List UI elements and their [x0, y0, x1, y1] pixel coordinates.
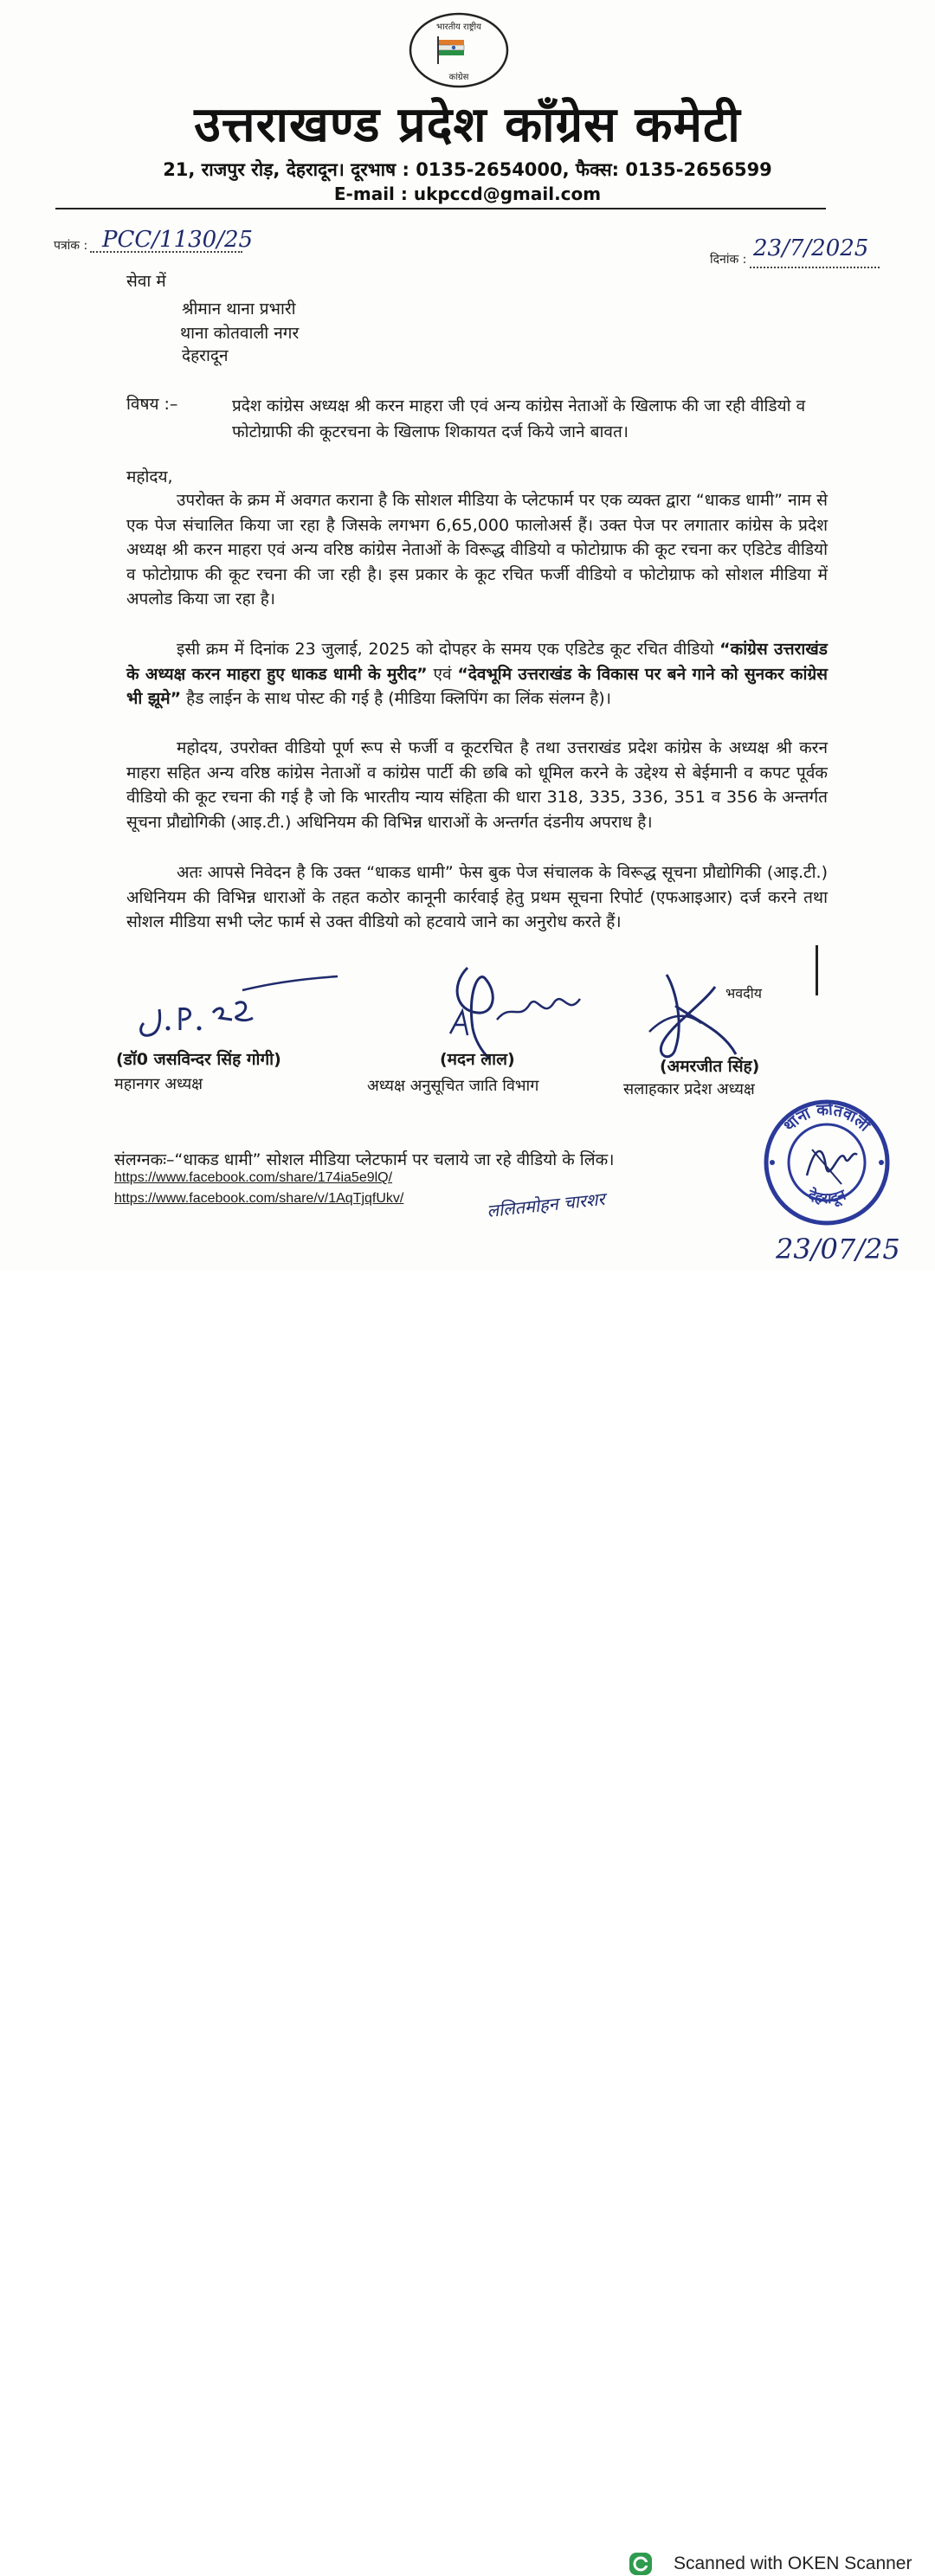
svg-text:थाना कोतवाली [780, 1100, 874, 1137]
paragraph-3: महोदय, उपरोक्त वीडियो पूर्ण रूप से फर्जी व कूटरचित है तथा उत्तराखंड प्रदेश कांग्रेस के अध्यक्ष श्री करन माहरा सहित अन्य वरिष्ठ कांग्रेस नेताओं व कांग्रेस पार्टी की छबि को धूमिल करने के उद्देश्य से बेईमानी व कपट पूर्वक वीडियो की कूट रचना की गई है जो कि भारतीय न्याय संहिता की धारा 318, 335, 336, 351 व 356 के अन्तर्गत सूचना प्रौद्योगिकी (आइ.टी.) अधिनियम की विभिन्न धाराओं के अन्तर्गत दंडनीय अपराध है। [126, 738, 828, 832]
signature-1 [130, 959, 346, 1042]
congress-logo [407, 10, 511, 90]
margin-mark [816, 945, 818, 995]
signatory-1-name: (डॉ0 जसविन्दर सिंह गोगी) [116, 1050, 281, 1069]
signatory-3-title: सलाहकार प्रदेश अध्यक्ष [623, 1080, 755, 1098]
paragraph-2-mid: एवं [433, 664, 452, 684]
paragraph-2-start: इसी क्रम में दिनांक 23 जुलाई, 2025 को दोपहर के समय एक एडिटेड कूट रचित वीडियो [177, 640, 714, 659]
enclosure-link-1[interactable]: https://www.facebook.com/share/174ia5e9lQ/ [114, 1170, 393, 1185]
signatory-2-title: अध्यक्ष अनुसूचित जाति विभाग [367, 1077, 539, 1095]
subject-text: प्रदेश कांग्रेस अध्यक्ष श्री करन माहरा जी एवं अन्य कांग्रेस नेताओं के खिलाफ की जा रही वीडियो व फोटोग्राफी की कूटरचना के खिलाफ शिकायत दर्ज किये जाने बावत। [232, 396, 806, 441]
stamp-bottom-text: देहरादून [804, 1186, 849, 1208]
scanner-watermark-text: Scanned with OKEN Scanner [674, 2553, 912, 2573]
address-line: 21, राजपुर रोड़, देहरादून। दूरभाष : 0135-2654000, फैक्स: 0135-2656599 [163, 159, 772, 180]
closing-text: भवदीय [725, 985, 763, 1001]
reference-dotted-line [90, 251, 242, 253]
header-divider [55, 208, 826, 209]
recipient-line-2: थाना कोतवाली नगर [180, 324, 300, 343]
paragraph-1: उपरोक्त के क्रम में अवगत कराना है कि सोशल मीडिया के प्लेटफार्म पर एक व्यक्त द्वारा “धाकड धामी” नाम से एक पेज संचालित किया जा रहा है जिसके लगभग 6,65,000 फालोअर्स हैं। उक्त पेज पर लगातार कांग्रेस के प्रदेश अध्यक्ष श्री करन माहरा एवं अन्य वरिष्ठ कांग्रेस नेताओं के विरूद्ध वीडियो व फोटोग्राफ की कूट रचना कर एडिटेड वीडियो व फोटोग्राफ की कूट रचना की जा रही है। इस प्रकार के कूट रचित फर्जी वीडियो व फोटोग्राफ को सोशल मीडिया में अपलोड किया जा रहा है। [126, 491, 828, 609]
organization-title: उत्तराखण्ड प्रदेश कॉंग्रेस कमेटी [194, 97, 741, 153]
letter-page [0, 0, 935, 1271]
enclosure-link-2[interactable]: https://www.facebook.com/share/v/1AqTjqfUkv/ [114, 1191, 404, 1206]
logo-top-text: भारतीय राष्ट्रीय [436, 23, 481, 32]
headline-2: “देवभूमि उत्तराखंड के विकास पर बने गाने को सुनकर कांग्रेस भी झूमे” [126, 664, 829, 708]
subject-label: विषय :– [126, 395, 178, 414]
paragraph-2 [126, 637, 828, 712]
oken-scanner-icon [629, 2552, 653, 2576]
signature-2 [433, 959, 589, 1059]
stamp-top-text: थाना कोतवाली [780, 1100, 874, 1136]
signatory-2-name: (मदन लाल) [440, 1050, 515, 1069]
date-dotted-line [750, 267, 880, 268]
signatory-3-name: (अमरजीत सिंह) [660, 1057, 760, 1076]
handwritten-note: ललितमोहन चारशर [486, 1188, 606, 1222]
police-station-stamp [762, 1098, 892, 1227]
signatory-1-title: महानगर अध्यक्ष [114, 1075, 203, 1093]
date-label: दिनांक : [710, 253, 747, 267]
date-value: 23/7/2025 [753, 235, 869, 261]
recipient-line-1: श्रीमान थाना प्रभारी [182, 299, 296, 319]
greeting: महोदय, [126, 467, 173, 486]
email-line: E-mail : ukpccd@gmail.com [333, 184, 602, 204]
headline-1: “कांग्रेस उत्तराखंड के अध्यक्ष करन माहरा हुए धाकड धामी के मुरीद” [126, 640, 828, 684]
reference-number: PCC/1130/25 [102, 227, 254, 253]
reference-label: पत्रांक : [54, 239, 88, 253]
logo-bottom-text: कांग्रेस [448, 73, 469, 82]
recipient-salutation: सेवा में [126, 272, 166, 291]
enclosure-label: संलग्नकः–“धाकड धामी” सोशल मीडिया प्लेटफार्म पर चलाये जा रहे वीडियो के लिंक। [114, 1150, 615, 1169]
paragraph-4: अतः आपसे निवेदन है कि उक्त “धाकड धामी” फेस बुक पेज संचालक के विरूद्ध सूचना प्रौद्योगिकी (आइ.टी.) अधिनियम की विभिन्न धाराओं के तहत कठोर कानूनी कार्रवाई हेतु प्रथम सूचना रिपोर्ट (एफआइआर) दर्ज करने तथा सोशल मीडिया सभी प्लेट फार्म से उक्त वीडियो को हटवाये जाने का अनुरोध करते हैं। [126, 863, 828, 931]
paragraph-2-end: हैड लाईन के साथ पोस्ट की गई है (मीडिया क्लिपिंग का लिंक संलग्न है)। [186, 689, 611, 708]
signature-3 [641, 971, 745, 1066]
svg-text:देहरादून [804, 1185, 848, 1208]
scanner-footer [0, 1271, 935, 2573]
recipient-line-3: देहरादून [182, 346, 229, 365]
stamp-handwritten-date: 23/07/25 [776, 1233, 900, 1265]
